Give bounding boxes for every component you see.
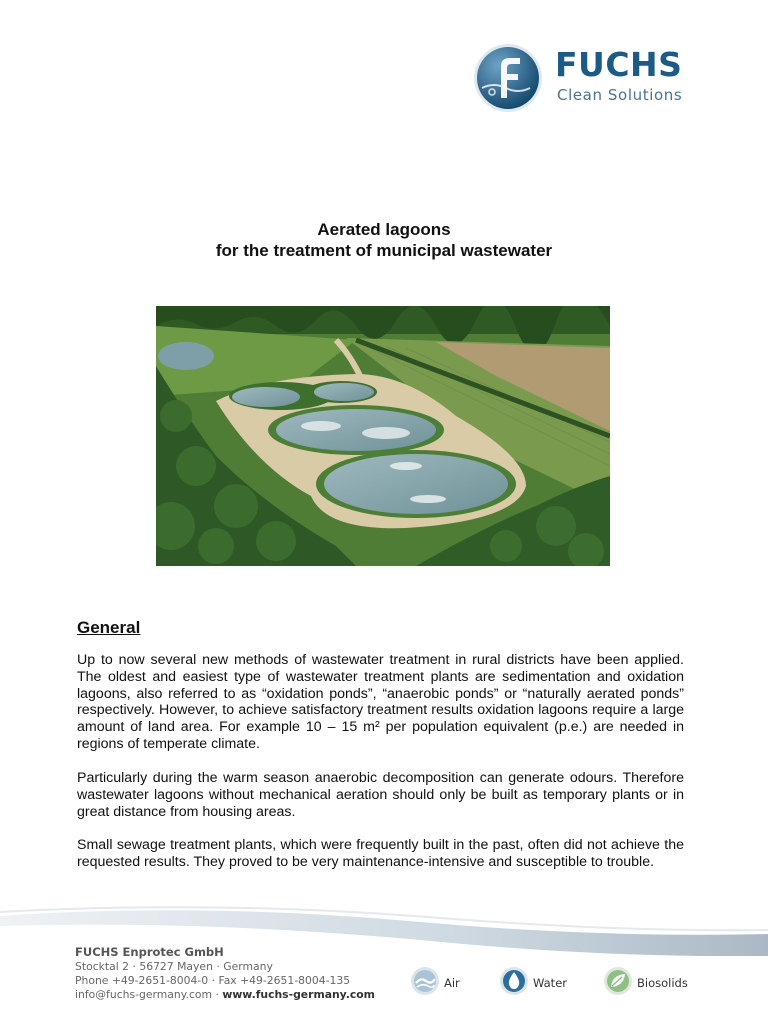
badge-water-label: Water (533, 976, 567, 990)
air-icon (410, 966, 440, 996)
logo-tagline: Clean Solutions (557, 86, 683, 104)
title-line-1: Aerated lagoons (317, 220, 451, 239)
badge-air-label: Air (444, 976, 460, 990)
section-heading-general: General (77, 618, 141, 637)
aerial-photo (156, 306, 610, 566)
paragraph: Particularly during the warm season anaerobic decomposition can generate odours. Therefore wastewater lagoons without mechanical aeration should only be built as temporary plants or in great distance from housing areas. (77, 770, 684, 820)
footer-email-link[interactable]: info@fuchs-germany.com · (75, 988, 223, 1001)
footer-phone-fax: Phone +49-2651-8004-0 · Fax +49-2651-8004-135 (75, 974, 351, 987)
title-line-2: for the treatment of municipal wastewater (215, 241, 553, 260)
fuchs-logo-icon (472, 42, 544, 114)
logo-wordmark: FUCHS (555, 45, 683, 84)
badge-biosolids-label: Biosolids (637, 976, 688, 990)
water-drop-icon (499, 966, 529, 996)
paragraph: Small sewage treatment plants, which were frequently built in the past, often did not achieve the requested results. They proved to be very maintenance-intensive and susceptible to trouble. (77, 837, 684, 870)
footer-company-name: FUCHS Enprotec GmbH (75, 945, 224, 959)
document-title (0, 219, 768, 261)
paragraph: Up to now several new methods of wastewater treatment in rural districts have been applied. The oldest and easiest type of wastewater treatment plants are sedimentation and oxidation lagoons, also referred to as “oxidation ponds”, “anaerobic ponds” or “naturally aerated ponds” respectively. However, to achieve satisfactory treatment results oxidation lagoons require a large amount of land area. For example 10 – 15 m² per population equivalent (p.e.) are needed in regions of temperate climate. (77, 652, 684, 752)
footer-address: Stocktal 2 · 56727 Mayen · Germany (75, 960, 273, 973)
fuchs-logo (472, 42, 692, 114)
biosolids-leaf-icon (603, 966, 633, 996)
footer-website-link[interactable]: www.fuchs-germany.com (222, 988, 375, 1001)
footer-contact-line (75, 988, 375, 1001)
